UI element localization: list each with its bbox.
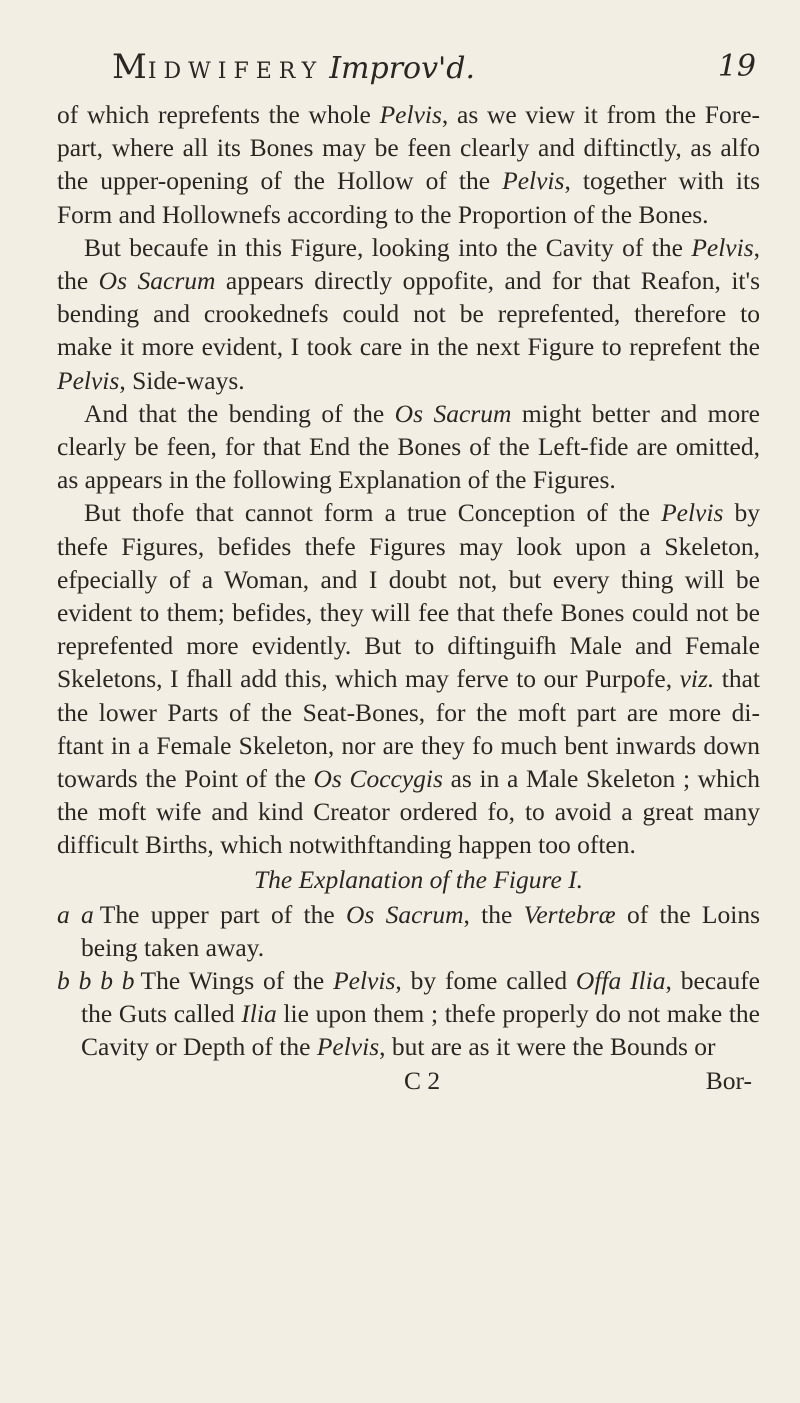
page-footer	[57, 1064, 760, 1098]
explanation-entry	[57, 964, 760, 1064]
text-run: The Wings of the	[140, 966, 334, 996]
text-run: , together with its Form and Hollownefs according to the Proportion of the Bones.	[57, 166, 760, 229]
running-head-italic: Improv'd.	[329, 51, 476, 86]
italic-term: Os Sacrum	[345, 899, 464, 929]
italic-term: Ilia	[241, 999, 277, 1029]
italic-term: Vertebræ	[523, 899, 616, 929]
paragraph	[57, 231, 760, 397]
figure-explanation	[57, 898, 760, 1064]
text-run: by thefe Figures, befides thefe Figures may look upon a Skeleton, efpecially of a Woman, and I doubt not, but every thing will be evident to them; befides, they will fee that thefe Bones could not be reprefented more evidently. But to diftinguifh Male and Female Skeletons, I fhall add this, which may ferve to our Purpofe,	[57, 498, 761, 694]
text-run: , becaufe the Guts called	[81, 966, 761, 1029]
entry-key: b b b b	[57, 966, 135, 996]
italic-term: Os Sacrum	[394, 398, 512, 428]
italic-term: Os Sacrum	[98, 266, 216, 296]
text-run: might better and more clearly be feen, for that End the Bones of the Left-fide are omitted, as appears in the following Explanation of the Figures.	[57, 398, 761, 495]
explanation-entry	[57, 898, 760, 964]
running-head	[112, 36, 475, 103]
text-run: But becaufe in this Figure, looking into the Cavity of the	[84, 232, 692, 262]
paragraph	[57, 397, 760, 497]
italic-term: Pelvis	[379, 100, 442, 129]
italic-term: Pelvis	[57, 365, 120, 395]
running-head-small-caps: IDWIFERY	[147, 59, 324, 84]
text-run: , the	[57, 232, 760, 296]
text-run: that the lower Parts of the Seat-Bones, for the moft part are more di- ftant in a Female Skeleton, nor are they fo much bent inwards down towards the Point of the	[57, 664, 760, 794]
paragraph	[57, 496, 760, 861]
catchword: Bor-	[705, 1065, 752, 1095]
italic-term: viz.	[679, 664, 715, 694]
body-text	[57, 98, 760, 862]
page-number: 19	[717, 49, 756, 84]
text-run: , Side-ways.	[119, 365, 245, 395]
text-run: appears directly oppofite, and for that Reafon, it's bending and crookednefs could not be reprefented, therefore to make it more evident, I took care in the next Figure to reprefent the	[57, 266, 760, 362]
text-run: , but are as it were the Bounds or	[379, 1032, 716, 1062]
italic-term: Pelvis	[333, 966, 396, 996]
italic-term: Offa Ilia	[575, 966, 666, 996]
text-run: of which reprefents the whole	[57, 100, 380, 129]
text-run: The upper part of the	[99, 899, 346, 929]
text-run: of the Loins being taken away.	[81, 899, 761, 962]
text-run: , the	[463, 899, 524, 929]
entry-key: a a	[57, 899, 94, 929]
italic-term: Pelvis	[316, 1032, 380, 1062]
text-run: , as we view it from the Fore-part, where all its Bones may be feen clearly and diftinctly, as alfo the upper-opening of the Hollow of the	[57, 100, 761, 196]
running-head-initial: M	[112, 47, 148, 87]
italic-term: Pelvis	[691, 232, 754, 262]
signature-mark: C 2	[404, 1065, 441, 1095]
page-header	[57, 36, 760, 98]
text-run: lie upon them ; thefe properly do not make the Cavity or Depth of the	[81, 999, 760, 1062]
italic-term: Os Coccygis	[313, 764, 443, 794]
text-run: But thofe that cannot form a true Conception of the	[84, 498, 662, 528]
italic-term: Pelvis	[502, 166, 565, 196]
text-run: And that the bending of the	[84, 398, 395, 428]
text-run: as in a Male Skeleton ; which the moft wife and kind Creator ordered fo, to avoid a great many difficult Births, which notwithftanding happen too often.	[57, 764, 761, 860]
section-title: The Explanation of the Figure I.	[253, 864, 584, 894]
paragraph	[57, 98, 760, 231]
italic-term: Pelvis	[661, 498, 724, 528]
text-run: , by fome called	[395, 966, 576, 996]
